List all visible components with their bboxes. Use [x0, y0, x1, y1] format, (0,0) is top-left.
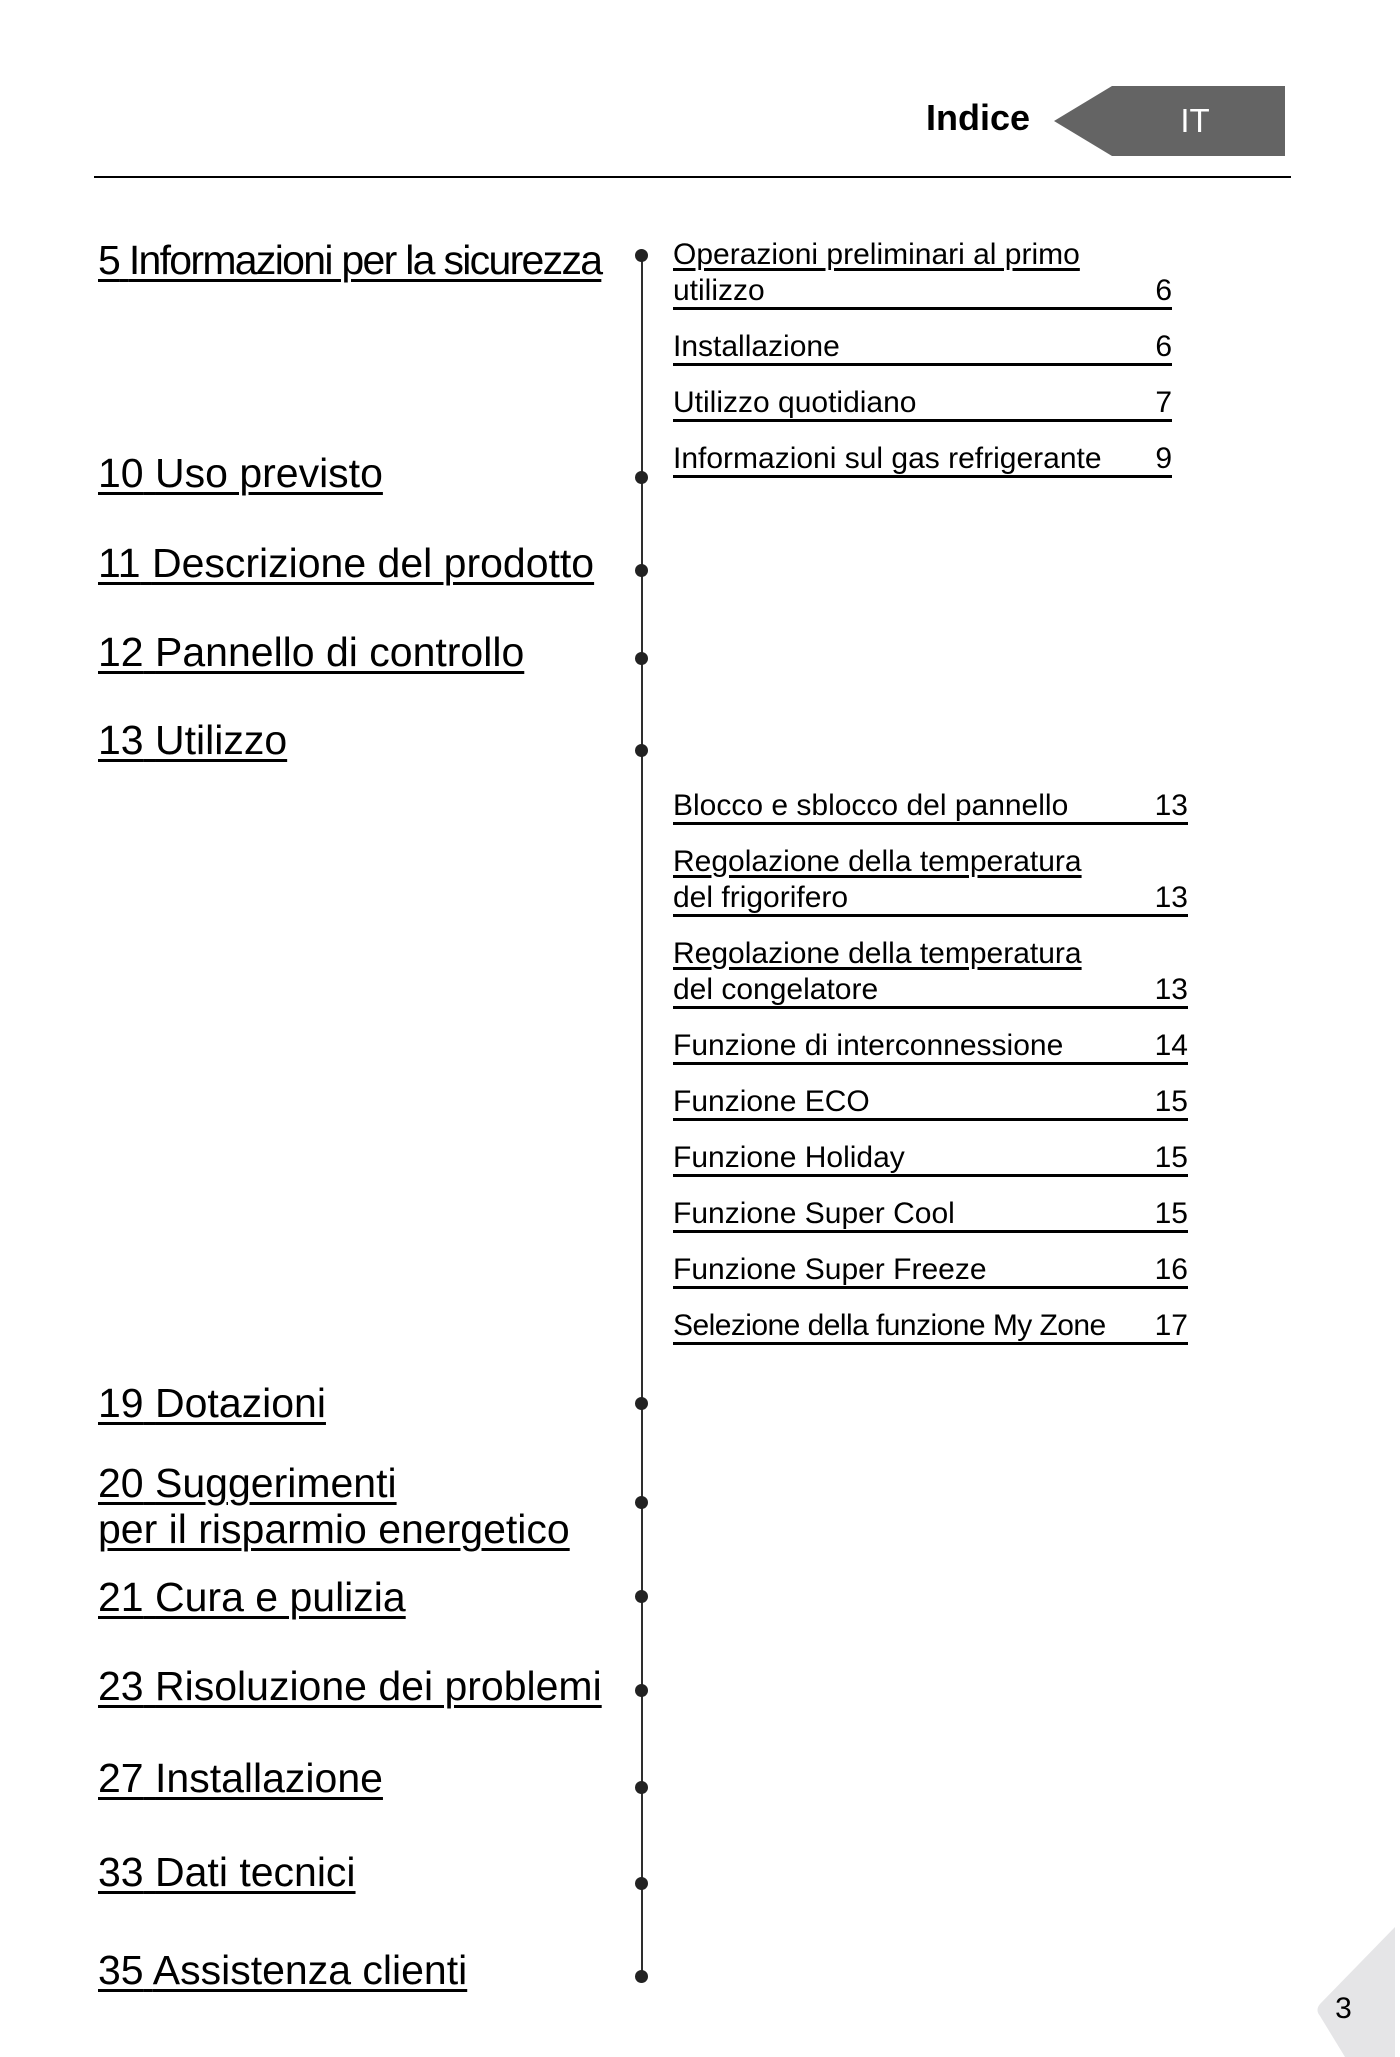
toc-subsection[interactable]: [673, 385, 1172, 422]
language-tag: [1054, 86, 1285, 156]
page-title: Indice: [925, 97, 1030, 138]
toc-subsection[interactable]: [673, 1308, 1188, 1345]
section-page: 10: [98, 450, 144, 496]
section-title: Descrizione del prodotto: [151, 540, 595, 586]
toc-section-technical-data[interactable]: [98, 1848, 356, 1897]
timeline-dot: [635, 1684, 648, 1697]
subsection-title-line1: Operazioni preliminari al primo: [673, 238, 1080, 271]
subsection-page: 15: [1154, 1141, 1188, 1174]
subsection-title: Informazioni sul gas refrigerante: [673, 442, 1102, 475]
toc-subsection[interactable]: [673, 1028, 1188, 1065]
subsection-page: 13: [1154, 789, 1188, 822]
section-title: Installazione: [155, 1755, 383, 1801]
header-divider: [94, 176, 1291, 178]
subsection-title: Funzione Super Cool: [673, 1197, 955, 1230]
section-title: Informazioni per la sicurezza: [128, 237, 602, 283]
section-page: 11: [98, 540, 141, 586]
toc-section-care-cleaning[interactable]: [98, 1573, 406, 1622]
toc-section-energy-tips[interactable]: [98, 1460, 570, 1552]
subsection-title: Funzione Super Freeze: [673, 1253, 987, 1286]
subsection-title: Funzione Holiday: [673, 1141, 905, 1174]
subsection-title: Funzione ECO: [673, 1085, 870, 1118]
subsection-page: 15: [1154, 1085, 1188, 1118]
section-title: Suggerimenti: [155, 1460, 397, 1506]
timeline-dot: [635, 1496, 648, 1509]
section-page: 35: [98, 1947, 144, 1993]
subsection-title-line2: utilizzo: [673, 274, 765, 307]
language-label: IT: [1180, 102, 1210, 139]
toc-subsection[interactable]: [673, 329, 1172, 366]
section-title: Pannello di controllo: [155, 629, 525, 675]
section-page: 33: [98, 1849, 144, 1895]
toc-section-troubleshooting[interactable]: [98, 1662, 602, 1711]
toc-section-control-panel[interactable]: [98, 628, 524, 677]
section-title: Uso previsto: [155, 450, 383, 496]
toc-section-product-description[interactable]: [98, 539, 594, 588]
subsection-page: 9: [1155, 442, 1172, 475]
section-page: 20: [98, 1460, 144, 1506]
toc-section-safety[interactable]: [98, 236, 601, 285]
subsection-page: 13: [1154, 881, 1188, 914]
toc-section-customer-service[interactable]: [98, 1946, 467, 1995]
subsection-title-line2: del frigorifero: [673, 881, 849, 914]
section-page: 12: [98, 629, 144, 675]
subsection-page: 14: [1154, 1029, 1188, 1062]
toc-subsection[interactable]: [673, 1252, 1188, 1289]
subsection-title-line1: Regolazione della temperatura: [673, 845, 1082, 878]
section-title: Risoluzione dei problemi: [155, 1663, 602, 1709]
section-page: 13: [98, 717, 144, 763]
timeline-dot: [635, 564, 648, 577]
page-corner: [1310, 1920, 1400, 2057]
section-page: 21: [98, 1574, 144, 1620]
page-corner-shape: [1310, 1920, 1400, 2057]
toc-subsection[interactable]: [673, 844, 1188, 917]
toc-subsection[interactable]: [673, 1196, 1188, 1233]
section-page: 19: [98, 1380, 144, 1426]
subsection-page: 13: [1154, 973, 1188, 1006]
toc-subsection[interactable]: [673, 936, 1188, 1009]
toc-section-use[interactable]: [98, 716, 287, 765]
toc-subsection[interactable]: [673, 441, 1172, 478]
section-title: Utilizzo: [155, 717, 288, 763]
toc-subsection[interactable]: [673, 788, 1188, 825]
toc-subsection[interactable]: [673, 1084, 1188, 1121]
toc-section-intended-use[interactable]: [98, 449, 383, 498]
subsection-title-line1: Regolazione della temperatura: [673, 937, 1082, 970]
subsection-title-line2: del congelatore: [673, 973, 879, 1006]
subsection-page: 16: [1154, 1253, 1188, 1286]
timeline-dot: [635, 652, 648, 665]
page-number: 3: [1335, 1992, 1352, 2025]
subsection-title: Funzione di interconnessione: [673, 1029, 1064, 1062]
timeline-dot: [635, 249, 648, 262]
timeline-dot: [635, 1781, 648, 1794]
section-page: 23: [98, 1663, 144, 1709]
toc-section-installation[interactable]: [98, 1754, 383, 1803]
subsection-title: Utilizzo quotidiano: [673, 386, 917, 419]
subsection-title: Blocco e sblocco del pannello: [673, 789, 1069, 822]
subsection-page: 17: [1154, 1309, 1188, 1342]
section-title: Dotazioni: [155, 1380, 326, 1426]
timeline-dot: [635, 1970, 648, 1983]
timeline-dot: [635, 744, 648, 757]
subsection-page: 6: [1155, 330, 1172, 363]
subsection-title: Selezione della funzione My Zone: [673, 1309, 1106, 1342]
subsection-page: 6: [1155, 274, 1172, 307]
toc-subsection[interactable]: [673, 237, 1172, 310]
subsection-page: 15: [1154, 1197, 1188, 1230]
subsection-page: 7: [1155, 386, 1172, 419]
section-page: 27: [98, 1755, 144, 1801]
timeline-dot: [635, 1877, 648, 1890]
section-title: Cura e pulizia: [155, 1574, 406, 1620]
toc-subsection[interactable]: [673, 1140, 1188, 1177]
toc-section-accessories[interactable]: [98, 1379, 326, 1428]
section-title-line2: per il risparmio energetico: [98, 1506, 570, 1552]
section-title: Assistenza clienti: [152, 1947, 468, 1993]
timeline-dot: [635, 1590, 648, 1603]
timeline-line: [641, 255, 643, 1976]
section-page: 5: [98, 237, 120, 283]
timeline-dot: [635, 1397, 648, 1410]
section-title: Dati tecnici: [155, 1849, 356, 1895]
subsection-title: Installazione: [673, 330, 840, 363]
timeline-dot: [635, 471, 648, 484]
